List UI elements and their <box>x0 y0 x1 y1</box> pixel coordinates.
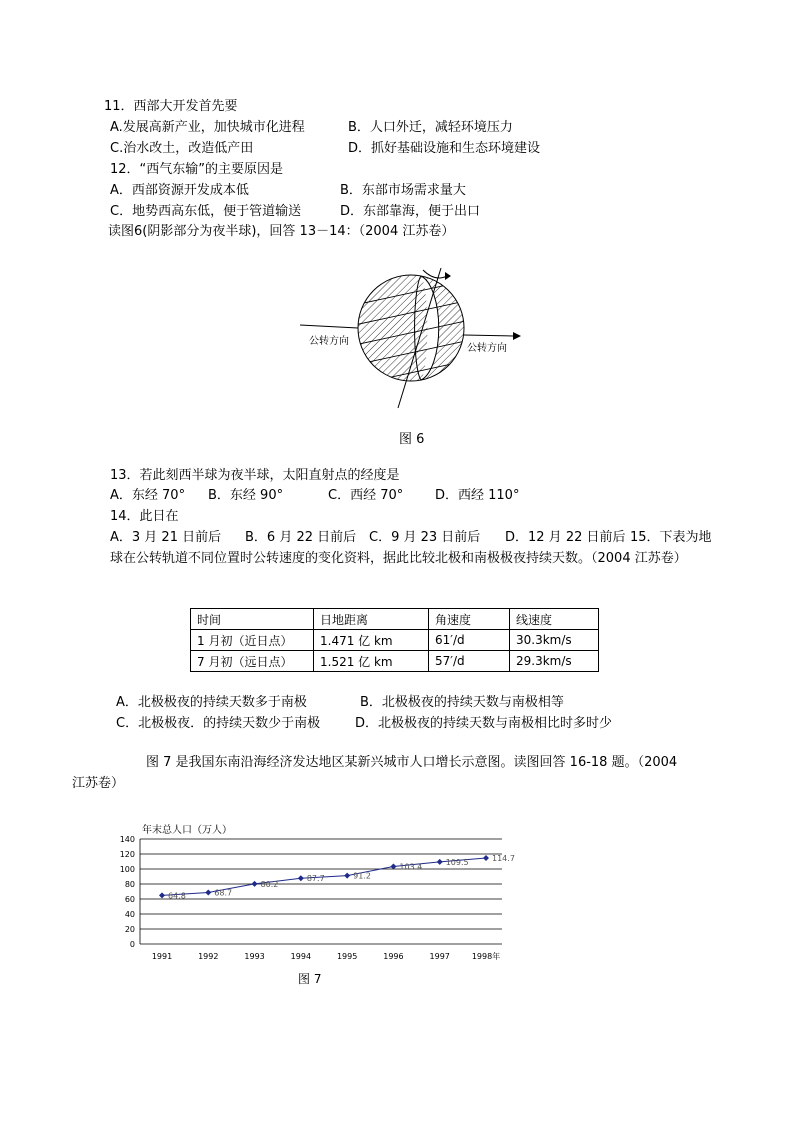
q15-option-d: D．北极极夜的持续天数与南极相比时多时少 <box>355 716 613 731</box>
q15-stem-start: 15．下表为地 <box>630 530 712 545</box>
q12-option-c: C．地势西高东低，便于管道输送 <box>110 204 302 219</box>
q11-option-a: A.发展高新产业，加快城市化进程 <box>110 120 305 135</box>
data-label: 109.5 <box>445 857 469 867</box>
q13-option-c: C．西经 70° <box>328 488 404 503</box>
q12-option-b: B．东部市场需求量大 <box>340 183 466 198</box>
figure6-intro: 读图6(阴影部分为夜半球)，回答 13－14：（2004 江苏卷） <box>108 224 455 239</box>
table-header-cell: 线速度 <box>510 609 599 630</box>
figure6-caption: 图 6 <box>399 432 425 447</box>
q11-option-c: C.治水改土，改造低产田 <box>110 141 254 156</box>
table-cell: 1.521 亿 km <box>314 651 429 672</box>
x-tick-label: 1993 <box>244 952 265 961</box>
orbit-line-right <box>464 335 513 336</box>
orbit-direction-label-left: 公转方向 <box>309 336 349 347</box>
figure7-intro: 图 7 是我国东南沿海经济发达地区某新兴城市人口增长示意图。读图回答 16-18 题。（2004 <box>146 755 678 770</box>
orbit-line-left <box>300 325 358 328</box>
data-label: 87.7 <box>306 874 325 884</box>
data-point <box>483 855 489 861</box>
table-cell: 7 月初（远日点） <box>191 651 314 672</box>
table-header-cell: 时间 <box>191 609 314 630</box>
y-tick-label: 120 <box>119 850 135 859</box>
table-cell: 61′/d <box>429 630 510 651</box>
x-tick-label: 1998年 <box>471 952 501 961</box>
q15-stem-continued: 球在公转轨道不同位置时公转速度的变化资料，据此比较北极和南极极夜持续天数。（2004 江苏卷） <box>110 551 687 566</box>
data-point <box>390 863 396 869</box>
q13-option-a: A．东经 70° <box>110 488 186 503</box>
table-row <box>191 630 599 651</box>
q15-option-b: B．北极极夜的持续天数与南极相等 <box>360 695 564 710</box>
table-cell: 1.471 亿 km <box>314 630 429 651</box>
figure6-globe-diagram <box>295 262 535 412</box>
x-tick-label: 1996 <box>383 952 404 961</box>
data-label: 64.8 <box>168 891 186 901</box>
data-label: 80.2 <box>260 879 279 889</box>
data-point <box>252 881 258 887</box>
q13-option-d: D．西经 110° <box>435 488 520 503</box>
q13-option-b: B．东经 90° <box>208 488 284 503</box>
q15-option-c: C．北极极夜．的持续天数少于南极 <box>116 716 321 731</box>
q14-option-d: D．12 月 22 日前后 <box>505 530 626 545</box>
rotation-arrowhead <box>445 272 451 280</box>
table-header-row <box>191 609 599 630</box>
y-tick-label: 80 <box>124 880 135 889</box>
q14-option-a: A．3 月 21 日前后 <box>110 530 222 545</box>
table-cell: 1 月初（近日点） <box>191 630 314 651</box>
q11-option-b: B．人口外迁，减轻环境压力 <box>348 120 513 135</box>
q14-stem: 14．此日在 <box>110 509 179 524</box>
x-tick-label: 1994 <box>290 952 312 961</box>
chart-title: 年末总人口（万人） <box>142 825 232 836</box>
q12-stem: 12．“西气东输”的主要原因是 <box>110 162 284 177</box>
table-cell: 30.3km/s <box>510 630 599 651</box>
table-cell: 29.3km/s <box>510 651 599 672</box>
y-tick-label: 60 <box>124 895 135 904</box>
data-point <box>298 875 304 881</box>
figure7-intro-continued: 江苏卷） <box>72 776 125 791</box>
q12-option-a: A．西部资源开发成本低 <box>110 183 249 198</box>
x-tick-label: 1992 <box>198 952 219 961</box>
figure7-caption: 图 7 <box>298 972 322 986</box>
q13-stem: 13．若此刻西半球为夜半球，太阳直射点的经度是 <box>110 468 400 483</box>
q11-stem: 11．西部大开发首先要 <box>104 99 238 114</box>
q14-option-b: B．6 月 22 日前后 <box>245 530 357 545</box>
population-line-chart <box>110 822 530 972</box>
orbit-arrowhead-icon <box>513 332 521 340</box>
table-header-cell: 角速度 <box>429 609 510 630</box>
table-header-cell: 日地距离 <box>314 609 429 630</box>
data-label: 68.7 <box>214 888 233 898</box>
y-tick-label: 0 <box>129 940 135 949</box>
data-label: 91.2 <box>353 871 371 881</box>
x-tick-label: 1991 <box>151 952 173 961</box>
data-point <box>205 889 211 895</box>
table-cell: 57′/d <box>429 651 510 672</box>
table-row <box>191 651 599 672</box>
y-tick-label: 140 <box>119 835 135 844</box>
data-label: 103.4 <box>399 862 423 872</box>
q14-option-c: C．9 月 23 日前后 <box>369 530 481 545</box>
y-tick-label: 40 <box>124 910 135 919</box>
y-tick-label: 100 <box>119 865 135 874</box>
q15-option-a: A．北极极夜的持续天数多于南极 <box>116 695 307 710</box>
orbit-direction-label-right: 公转方向 <box>467 343 507 354</box>
x-tick-label: 1995 <box>336 952 358 961</box>
rotation-arrow <box>423 270 447 278</box>
data-point <box>437 859 443 865</box>
q12-option-d: D．东部靠海，便于出口 <box>340 204 481 219</box>
orbit-speed-table <box>190 608 599 672</box>
y-tick-label: 20 <box>124 925 135 934</box>
data-point <box>344 873 350 879</box>
q11-option-d: D．抓好基础设施和生态环境建设 <box>348 141 541 156</box>
data-point <box>159 892 165 898</box>
data-label: 114.7 <box>492 853 515 863</box>
x-tick-label: 1997 <box>429 952 450 961</box>
